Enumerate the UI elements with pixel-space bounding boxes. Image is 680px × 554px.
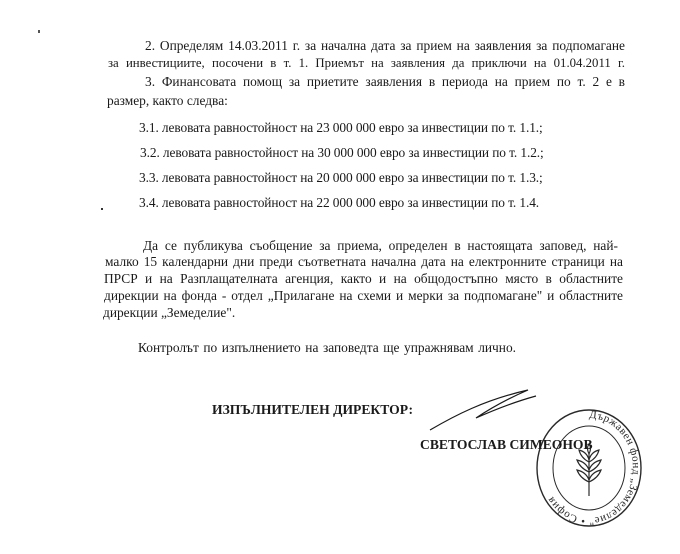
svg-text:Държавен фонд „Земеделие" • Со: Държавен фонд „Земеделие" • София bbox=[544, 408, 643, 528]
publish-line1: Да се публикува съобщение за приема, определен в настоящата заповед, най- bbox=[143, 238, 618, 253]
item-3-2: 3.2. левовата равностойност на 30 000 000 евро за инвестиции по т. 1.2.; bbox=[140, 145, 544, 160]
publish-line5: дирекции „Земеделие". bbox=[103, 305, 236, 320]
publish-line4: дирекции на фонда - отдел „Прилагане на схеми и мерки за подпомагане" и областните bbox=[104, 288, 623, 303]
control-line: Контролът по изпълнението на заповедта ще упражнявам лично. bbox=[138, 340, 516, 355]
item-3-3: 3.3. левовата равностойност на 20 000 000 евро за инвестиции по т. 1.3.; bbox=[139, 170, 543, 185]
para2-line1: 2. Определям 14.03.2011 г. за начална дата за прием на заявления за подпомагане bbox=[145, 38, 625, 53]
item-3-1: 3.1. левовата равностойност на 23 000 000 евро за инвестиции по т. 1.1.; bbox=[139, 120, 543, 135]
publish-line3: ПРСР и на Разплащателната агенция, както и на общодостъпно място в областните bbox=[104, 271, 623, 286]
item-3-4: 3.4. левовата равностойност на 22 000 000 евро за инвестиции по т. 1.4. bbox=[139, 195, 540, 210]
signature-name: СВЕТОСЛАВ СИМЕОНОВ bbox=[420, 437, 593, 452]
stray-dot bbox=[101, 208, 103, 210]
para3-line2: размер, както следва: bbox=[107, 93, 228, 108]
signature-title: ИЗПЪЛНИТЕЛЕН ДИРЕКТОР: bbox=[212, 402, 414, 417]
margin-mark bbox=[38, 30, 40, 33]
publish-line2: малко 15 календарни дни преди съответната начална дата на електронните страници на bbox=[105, 254, 623, 269]
para2-line2: за инвестициите, посочени в т. 1. Приемът на заявления да приключи на 01.04.2011 г. bbox=[108, 56, 625, 70]
official-stamp bbox=[533, 404, 645, 532]
para3-line1: 3. Финансовата помощ за приетите заявления в периода на прием по т. 2 е в bbox=[145, 74, 625, 89]
signature-scribble bbox=[424, 386, 544, 436]
